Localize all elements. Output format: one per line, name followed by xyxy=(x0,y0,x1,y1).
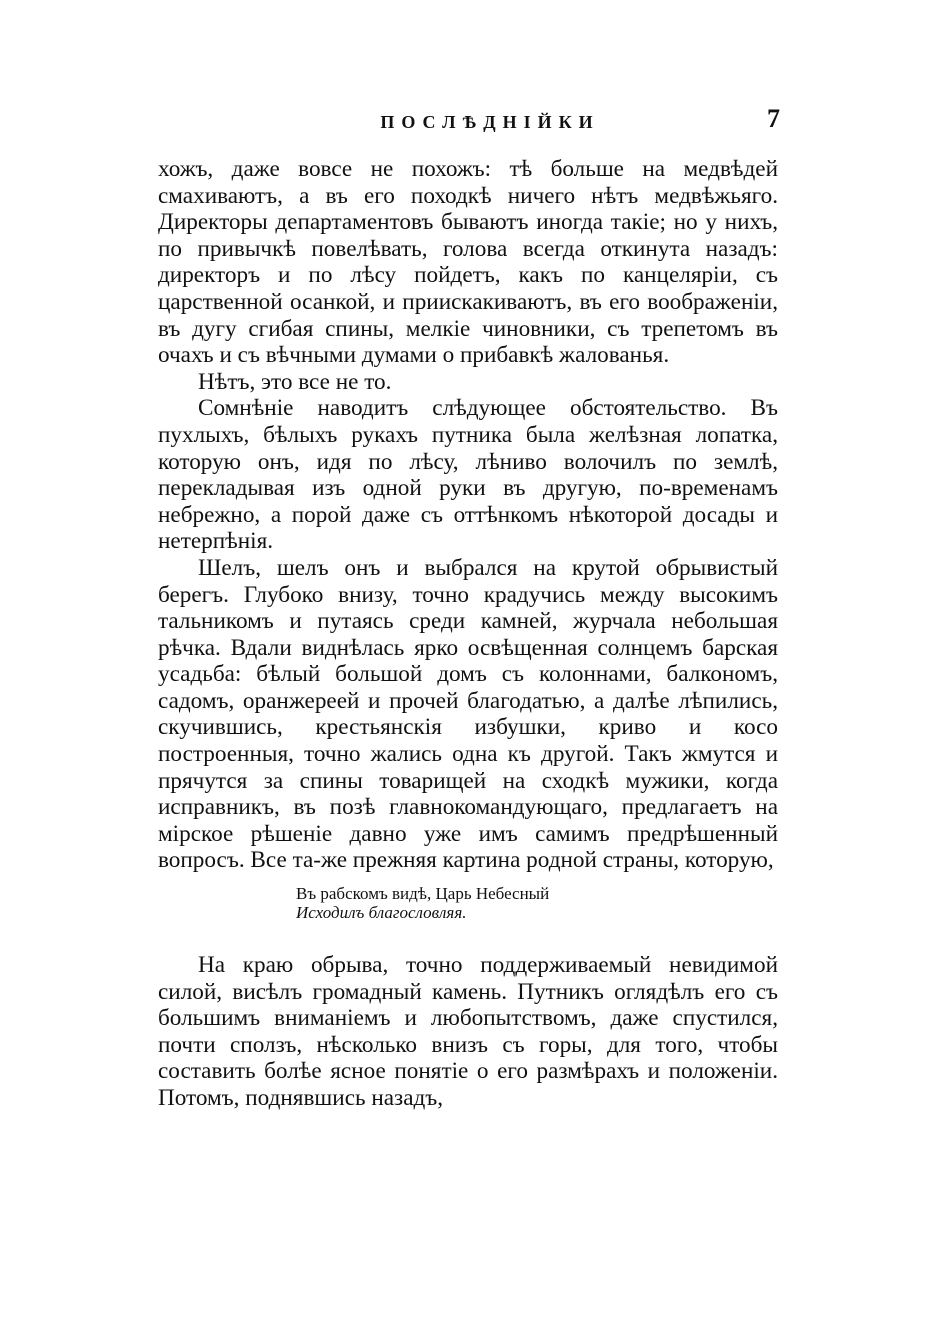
paragraph: Шелъ, шелъ онъ и выбрался на крутой обрывистый берегъ. Глубоко внизу, точно крадучись между высокимъ тальникомъ и путаясь среди камней, журчала небольшая рѣчка. Вдали виднѣлась ярко освѣщенная солнцемъ барская усадьба: бѣлый большой домъ съ колоннами, балкономъ, садомъ, оранжереей и прочей благодатью, а далѣе лѣпились, скучившись, крестьянскія избушки, криво и косо построенныя, точно жались одна къ другой. Такъ жмутся и прячутся за спины товарищей на сходкѣ мужики, когда исправникъ, въ позѣ главнокомандующаго, предлагаетъ на мірское рѣшеніе давно уже имъ самимъ предрѣшенный вопросъ. Все та-же прежняя картина родной страны, которую, xyxy=(158,554,778,874)
poem-line: Въ рабскомъ видѣ, Царь Небесный xyxy=(296,884,550,904)
poem-line: Исходилъ благословляя. xyxy=(296,903,467,923)
body-text xyxy=(158,156,778,1112)
paragraph: Сомнѣніе наводитъ слѣдующее обстоятельство. Въ пухлыхъ, бѣлыхъ рукахъ путника была желѣзная лопатка, которую онъ, идя по лѣсу, лѣниво волочилъ по землѣ, перекладывая изъ одной руки въ другую, по-временамъ небрежно, а порой даже съ оттѣнкомъ нѣкоторой досады и нетерпѣнія. xyxy=(158,395,778,555)
paragraph: На краю обрыва, точно поддерживаемый невидимой силой, висѣлъ громадный камень. Путникъ оглядѣлъ его съ большимъ вниманіемъ и любопытствомъ, даже спустился, почти сползъ, нѣсколько внизъ съ горы, для того, чтобы составить болѣе ясное понятіе о его размѣрахъ и положеніи. Потомъ, поднявшись назадъ, xyxy=(158,952,778,1111)
running-title: ПОСЛѢДНІЙКИ xyxy=(380,112,600,132)
page-header xyxy=(158,104,782,138)
poem-quote xyxy=(296,884,778,922)
paragraph: Нѣтъ, это все не то. xyxy=(198,368,392,395)
page-number: 7 xyxy=(767,104,780,133)
paragraph-continuation: хожъ, даже вовсе не похожъ: тѣ больше на медвѣдей смахиваютъ, а въ его походкѣ ничего нѣтъ медвѣжьяго. Директоры департаментовъ бываютъ иногда такіе; но у нихъ, по привычкѣ повелѣвать, голова всегда откинута назадъ: директоръ и по лѣсу пойдетъ, какъ по канцеляріи, съ царственной осанкой, и приискакиваютъ, въ его воображеніи, въ дугу сгибая спины, мелкіе чиновники, съ трепетомъ въ очахъ и съ вѣчными думами о прибавкѣ жалованья. xyxy=(158,156,778,369)
